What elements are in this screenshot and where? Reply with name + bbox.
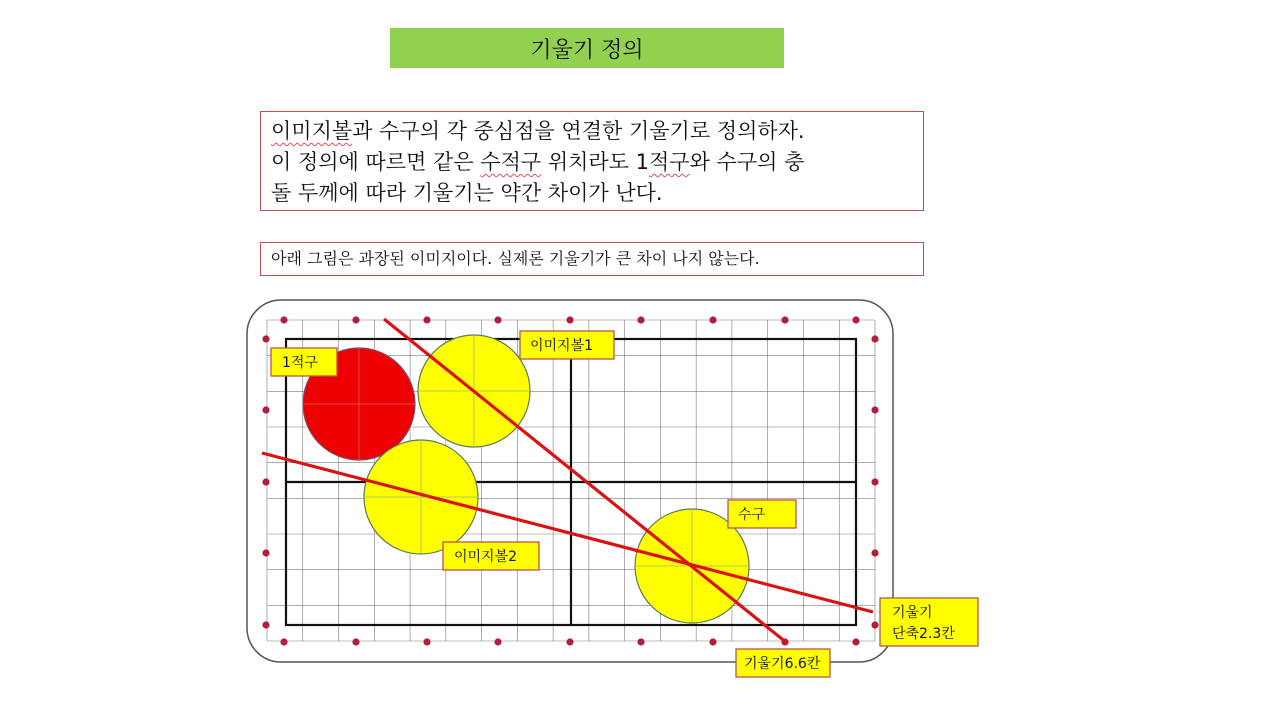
- label-slope-long-text: 기울기6.6칸: [744, 656, 821, 672]
- description-underlined: 수적구: [480, 150, 542, 174]
- diamond-right: [871, 549, 878, 556]
- label-slope-long: [736, 649, 830, 677]
- label-cue-ball-text: 수구: [738, 507, 766, 523]
- image-ball-2: [364, 440, 478, 554]
- description-text: 과 수구의 각 중심점을 연결한 기울기로 정의하자.: [352, 119, 805, 143]
- label-slope-short-text-1: 기울기: [892, 605, 933, 621]
- label-slope-short-text-2: 단축2.3칸: [892, 626, 955, 642]
- label-image-ball-2: [443, 542, 539, 570]
- label-image-ball-1-text: 이미지볼1: [530, 338, 594, 354]
- label-object-ball: [271, 348, 337, 376]
- description-underlined: 적구: [649, 150, 690, 174]
- diamond-bottom: [709, 638, 716, 645]
- diamond-bottom: [637, 638, 644, 645]
- description-text: 위치라도 1: [541, 150, 649, 174]
- diamond-bottom: [280, 638, 287, 645]
- diamond-bottom: [423, 638, 430, 645]
- label-cue-ball: [728, 500, 796, 528]
- diamond-top: [423, 316, 430, 323]
- description-text: 이 정의에 따르면 같은: [271, 150, 481, 174]
- note-text: 아래 그림은 과장된 이미지이다. 실제론 기울기가 큰 차이 나지 않는다.: [271, 249, 760, 268]
- diamond-left: [262, 621, 269, 628]
- diamond-bottom: [494, 638, 501, 645]
- diamond-top: [709, 316, 716, 323]
- label-object-ball-text: 1적구: [282, 355, 318, 371]
- diamond-left: [262, 335, 269, 342]
- diamond-bottom: [352, 638, 359, 645]
- diamond-left: [262, 549, 269, 556]
- diamond-bottom: [852, 638, 859, 645]
- diamond-right: [871, 335, 878, 342]
- diamond-top: [352, 316, 359, 323]
- label-image-ball-2-text: 이미지볼2: [454, 549, 518, 565]
- label-image-ball-1: [520, 331, 614, 359]
- diamond-top: [566, 316, 573, 323]
- diamond-top: [494, 316, 501, 323]
- diamond-top: [852, 316, 859, 323]
- label-slope-short: [880, 598, 978, 646]
- diamond-top: [280, 316, 287, 323]
- description-text: 와 수구의 충: [689, 150, 805, 174]
- diamond-right: [871, 478, 878, 485]
- slope-line-short: [262, 453, 873, 612]
- description-line-3: 돌 두께에 따라 기울기는 약간 차이가 난다.: [271, 181, 663, 205]
- diamond-left: [262, 478, 269, 485]
- diamond-right: [871, 621, 878, 628]
- diamond-left: [262, 406, 269, 413]
- page-title: 기울기 정의: [530, 37, 644, 63]
- diamond-top: [781, 316, 788, 323]
- diamond-top: [637, 316, 644, 323]
- diamond-bottom: [566, 638, 573, 645]
- diamond-right: [871, 406, 878, 413]
- description-underlined: 이미지볼: [271, 119, 353, 143]
